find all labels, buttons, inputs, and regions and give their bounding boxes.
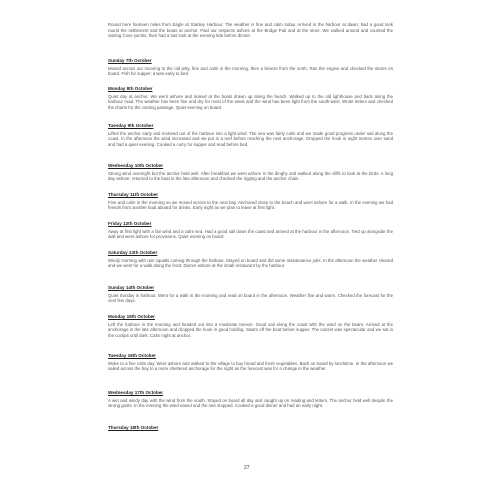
- diary-entry: [108, 285, 393, 304]
- diary-entry: [108, 221, 393, 240]
- entry-body: Woke to a fine calm day. Went ashore and walked to the village to buy bread and fresh vegetables. Back on board by lunchtime. In the afternoon we sailed across the bay to a more sheltered anchorage for the night as the forecast was for a change in the weather.: [108, 360, 393, 372]
- entry-body: Lifted the anchor early and motored out of the harbour into a light wind. The sea was fairly calm and we made good progress under sail along the coast. In the afternoon the wind increased and we put in a reef before reaching the next anchorage. Dropped the hook in eight metres over sand and had a quiet evening. Cooked a curry for supper and read before bed.: [108, 130, 393, 147]
- entry-heading: Monday 15th October: [108, 314, 155, 319]
- diary-entry: [108, 390, 393, 409]
- entry-body: Fine and calm in the morning so we moved across to the next bay. Anchored close to the beach and went ashore for a walk. In the evening we had friends from another boat aboard for drinks. Early night as we plan to leave at first light.: [108, 199, 393, 211]
- entry-body: Away at first light with a fair wind and a calm sea. Had a good sail down the coast and arrived at the harbour in the afternoon. Tied up alongside the wall and went ashore for provisions. Quiet evening on board.: [108, 228, 393, 240]
- entry-body: Moved across our mooring to the old jetty, fine and calm in the morning, then a breeze from the north. Ran the engine and checked the stores on board. Fish for supper; it was early to bed.: [108, 65, 393, 77]
- diary-entry: [108, 314, 393, 338]
- entry-body: Quiet Sunday in harbour. Went for a walk in the morning and read on board in the afternoon. Weather fine and warm. Checked the forecast for the next few days.: [108, 292, 393, 304]
- entry-body: A wet and windy day with the wind from the south. Stayed on board all day and caught up on reading and letters. The anchor held well despite the strong gusts. In the evening the wind eased and the rain stopped. Cooked a good dinner and had an early night.: [108, 397, 393, 409]
- diary-entry: [108, 425, 393, 433]
- entry-body: Strong wind overnight but the anchor held well. After breakfast we went ashore in the dinghy and walked along the cliffs to look at the birds. A long day ashore; returned to the boat in the late afternoon and checked the rigging and the anchor chain.: [108, 170, 393, 182]
- diary-entry: [108, 123, 393, 147]
- entry-heading: Thursday 18th October: [108, 425, 159, 430]
- document-page: [108, 22, 393, 480]
- diary-entry: [108, 86, 393, 110]
- page-number: 27: [244, 465, 250, 471]
- diary-entry: [108, 192, 393, 211]
- diary-entry: [108, 353, 393, 372]
- entry-body: Quiet day at anchor. We went ashore and looked at the boats drawn up along the beach. Walked up to the old lighthouse and back along the harbour road. The weather has been fine and dry for most of the week and the wind has been light from the south-west. Wrote letters and checked the charts for the coming passage. Quiet evening on board.: [108, 93, 393, 110]
- entry-body: Windy morning with rain squalls coming through the harbour. Stayed on board and did some maintenance jobs. In the afternoon the weather cleared and we went for a walk along the front. Dinner ashore at the small restaurant by the harbour.: [108, 257, 393, 269]
- diary-entry: [108, 58, 393, 77]
- entry-heading: Wednesday 17th October: [108, 390, 164, 395]
- intro-paragraph: Round here fourteen miles from Eagle at Stanley Harbour. The weather is fine and calm today. Arrived in the harbour at dawn; had a good look round the settlement and the boats at anchor. Paid our respects ashore at the Bridge Pub and at the store. We walked around and counted the visiting Cove yachts, then had a last look at the evening tide before dinner.: [108, 22, 393, 39]
- entry-heading: Sunday 14th October: [108, 285, 155, 290]
- entry-heading: Friday 12th October: [108, 221, 152, 226]
- entry-heading: Sunday 7th October: [108, 58, 152, 63]
- entry-heading: Thursday 11th October: [108, 192, 159, 197]
- entry-heading: Tuesday 16th October: [108, 353, 156, 358]
- diary-entry: [108, 163, 393, 182]
- entry-heading: Tuesday 9th October: [108, 123, 154, 128]
- diary-entry: [108, 250, 393, 269]
- entry-heading: Saturday 13th October: [108, 250, 158, 255]
- entry-body: Left the harbour in the morning and headed out into a moderate breeze. Good sail along the coast with the wind on the beam. Arrived at the anchorage in the late afternoon and dropped the hook in good holding. Swam off the boat before supper. The sunset was spectacular and we sat in the cockpit until dark. Calm night at anchor.: [108, 321, 393, 338]
- entry-heading: Wednesday 10th October: [108, 163, 164, 168]
- entry-heading: Monday 8th October: [108, 86, 153, 91]
